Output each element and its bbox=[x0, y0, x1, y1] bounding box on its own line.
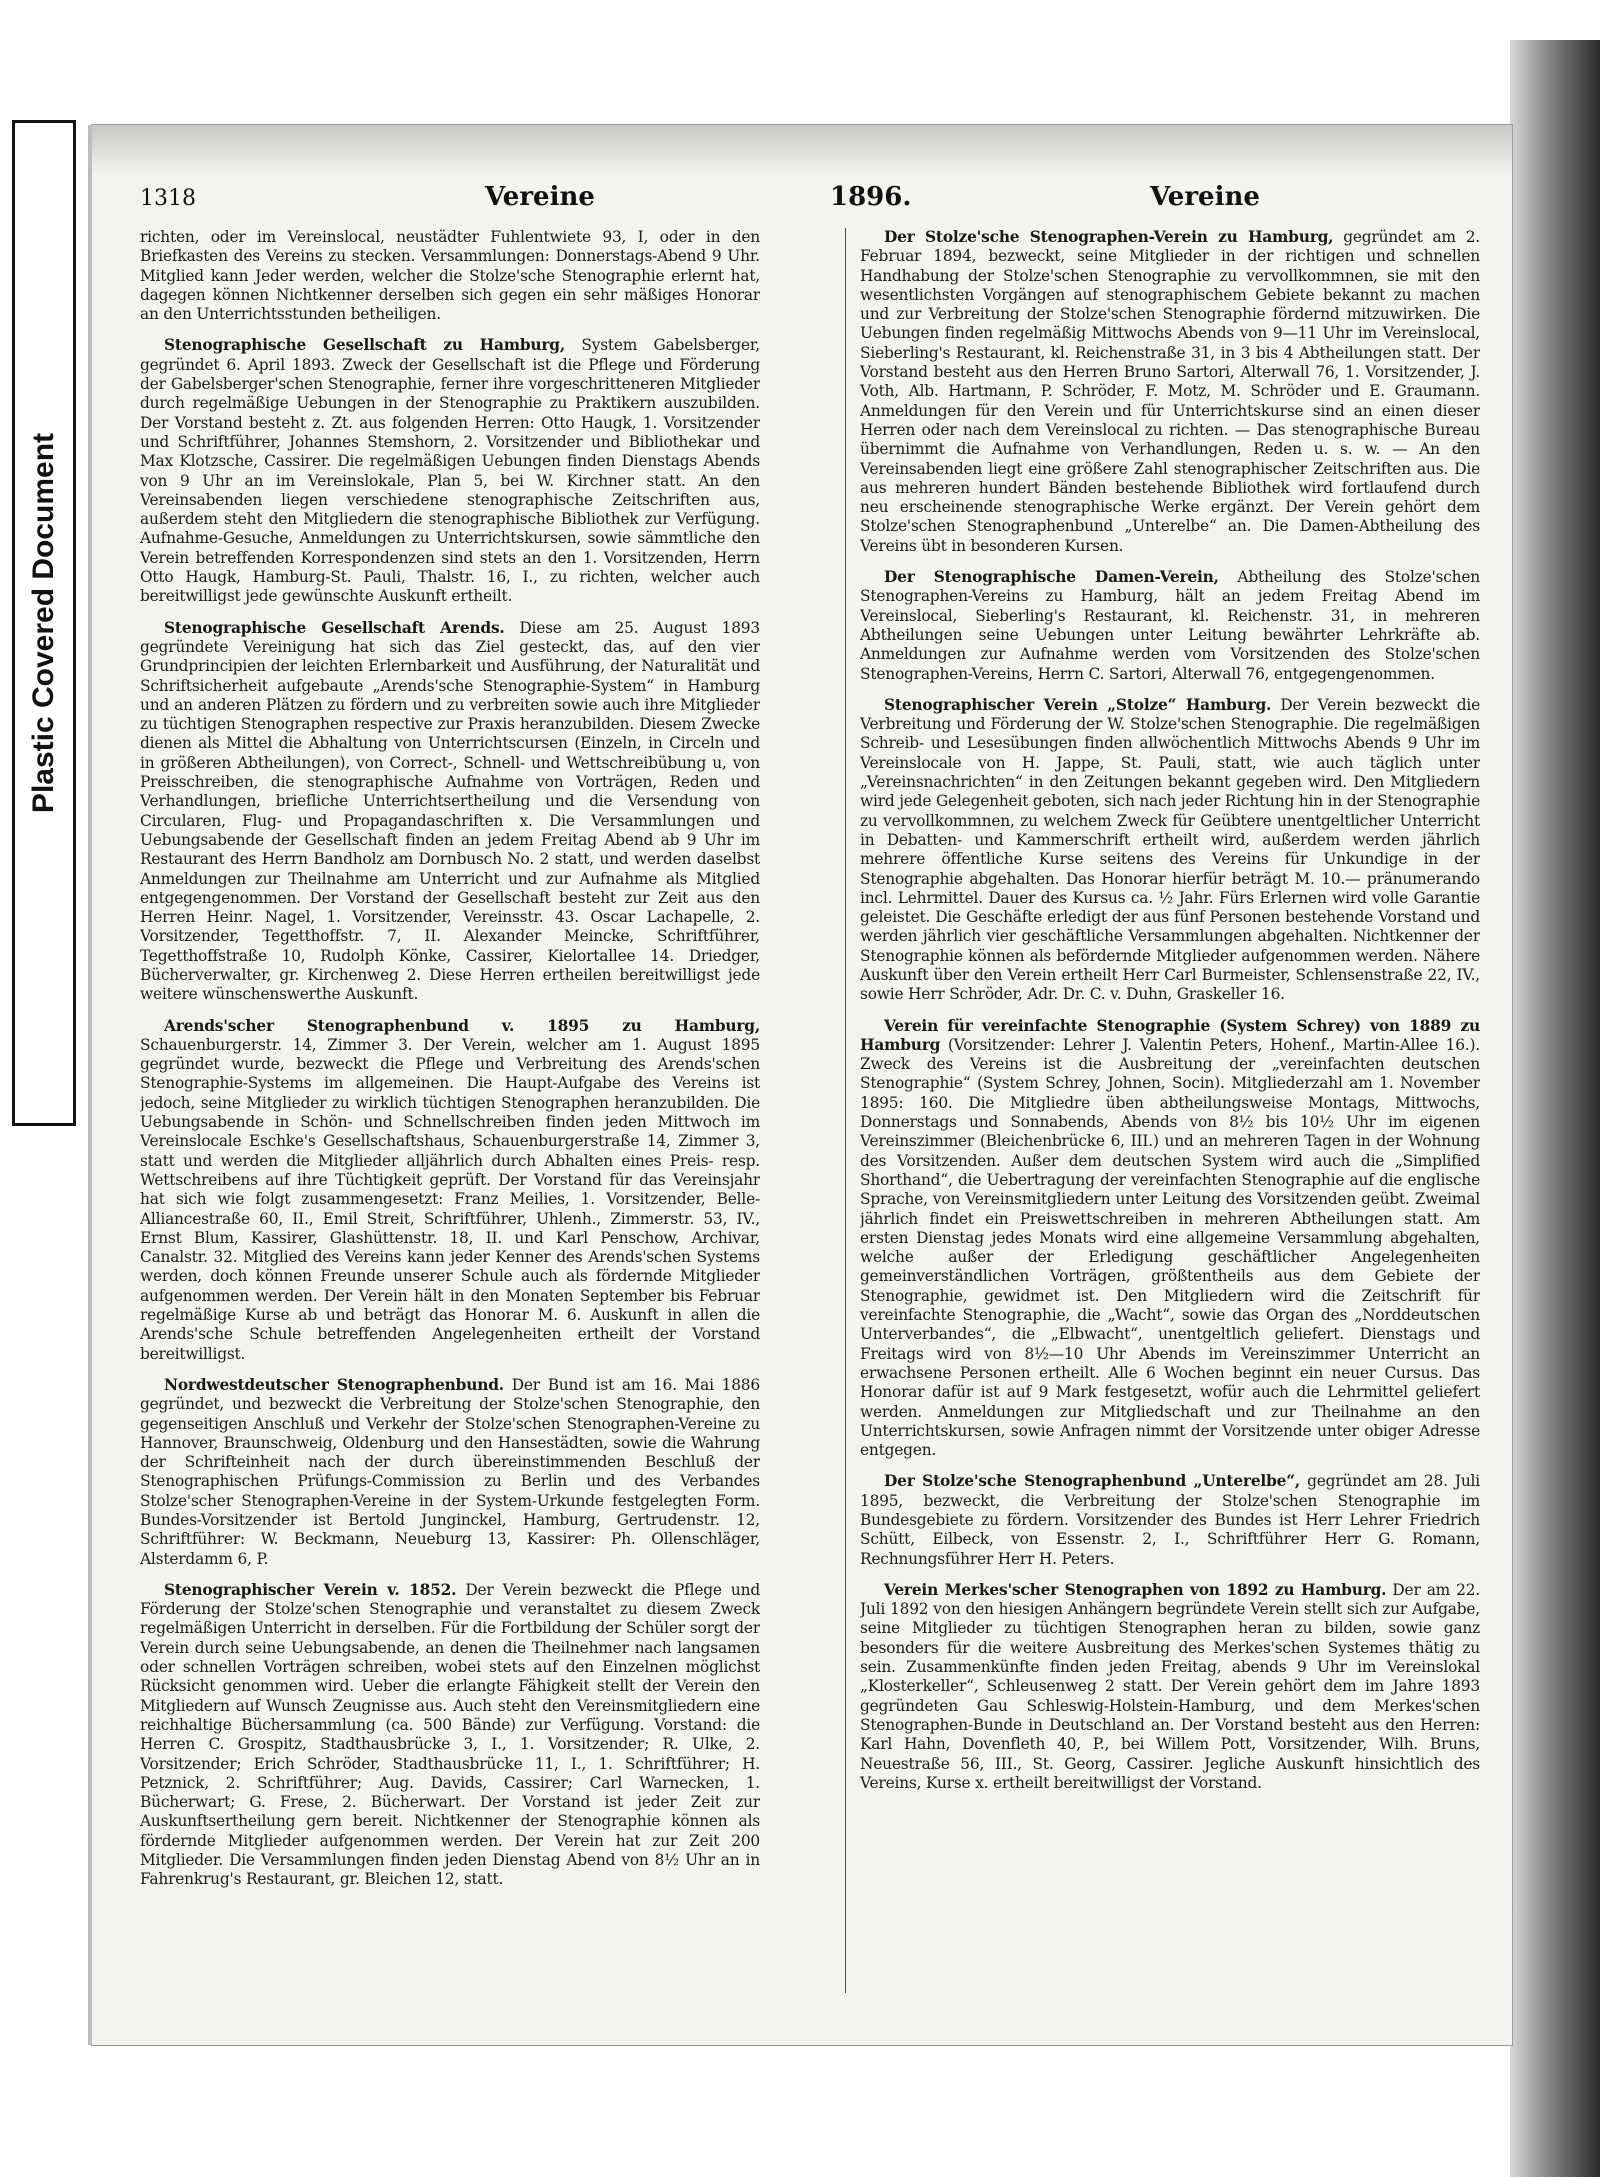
entry-heading: Nordwestdeutscher Stenographenbund. bbox=[164, 1375, 504, 1394]
plastic-covered-label-text: Plastic Covered Document bbox=[27, 432, 60, 814]
right-column bbox=[860, 228, 1480, 2028]
plastic-covered-label bbox=[12, 120, 76, 1126]
entry bbox=[140, 336, 760, 606]
entry-heading: Arends'scher Stenographenbund v. 1895 zu Hamburg, bbox=[164, 1016, 760, 1035]
page-shadow bbox=[92, 125, 1512, 175]
book-edge bbox=[1510, 40, 1600, 2177]
left-column bbox=[140, 228, 760, 2028]
entry-body: Diese am 25. August 1893 gegründete Vereinigung hat sich das Ziel gesteckt, das, auf den vier Grundprincipien der leichten Erlernbarkeit und Ausführung, der Naturalität und Schriftsicherheit aufgebaute „Arends'sche Stenographie-System“ in Hamburg und an anderen Plätzen zu fördern und zu verbreiten sowie auch ihre Mitglieder zu tüchtigen Stenographen respective zur Praxis heranzubilden. Diesem Zwecke dienen als Mittel die Abhaltung von Unterrichtscursen (Einzeln, in Circeln und in größeren Abtheilungen), von Correct-, Schnell- und Wettschreibübung u, von Preisschreiben, die stenographische Aufnahme von Vorträgen, Reden und Verhandlungen, briefliche Unterrichtsertheilung und die Versendung von Circularen, Flug- und Propagandaschriften x. Die Versammlungen und Uebungsabende der Gesellschaft finden an jedem Freitag Abend ab 9 Uhr im Restaurant des Herrn Bandholz am Dornbusch No. 2 statt, und werden daselbst Anmeldungen zur Theilnahme am Unterricht und zur Aufnahme als Mitglied entgegengenommen. Der Vorstand der Gesellschaft besteht zur Zeit aus den Herren Heinr. Nagel, 1. Vorsitzender, Vereinsstr. 43. Oscar Lachapelle, 2. Vorsitzender, Tegetthoffstr. 7, II. Alexander Meincke, Schriftführer, Tegetthoffstraße 10, Rudolph Könke, Cassirer, Kielortallee 14. Driedger, Bücherverwalter, gr. Kirchenweg 2. Diese Herren ertheilen bereitwilligst jede weitere wünschenswerthe Auskunft. bbox=[140, 618, 760, 1004]
page-number: 1318 bbox=[140, 186, 196, 211]
entry bbox=[860, 1472, 1480, 1568]
entry-body: gegründet am 2. Februar 1894, bezweckt, seine Mitglieder in der richtigen und schnellen Handhabung der Stolze'schen Stenographie zu vervollkommnen, sie mit den wesentlichsten Vorgängen auf stenographischem Gebiete bekannt zu machen und zur Verbreitung der Stolze'schen Stenographie fördernd mitzuwirken. Die Uebungen finden regelmäßig Mittwochs Abends von 9—11 Uhr im Vereinslocal, Sieberling's Restaurant, kl. Reichenstraße 31, in 3 bis 4 Abtheilungen statt. Der Vorstand besteht aus den Herren Bruno Sartori, Alterwall 76, 1. Vorsitzender, J. Voth, Alb. Hartmann, P. Schröder, F. Motz, M. Schröder und E. Graumann. Anmeldungen für den Verein und für Unterrichtskurse sind an einen dieser Herren oder nach dem Vereinslocal zu richten. — Das stenographische Bureau übernimmt die Aufnahme von Verhandlungen, Reden u. s. w. — An den Vereinsabenden liegt eine größere Zahl stenographischer Zeitschriften aus. Die aus mehreren hundert Bänden bestehende Bibliothek wird fortlaufend durch neu erscheinende stenographische Werke ergänzt. Der Verein gehört dem Stolze'schen Stenographenbund „Unterelbe“ an. Die Damen-Abtheilung des Vereins übt in besonderen Kursen. bbox=[860, 228, 1480, 555]
entry bbox=[140, 228, 760, 324]
entry bbox=[860, 696, 1480, 1005]
entry-heading: Stenographische Gesellschaft Arends. bbox=[164, 618, 505, 637]
entry-heading: Der Stolze'sche Stenographen-Verein zu Hamburg, bbox=[884, 228, 1334, 246]
entry bbox=[860, 568, 1480, 684]
entry bbox=[140, 1376, 760, 1569]
entry-body: Der Verein bezweckt die Verbreitung und Förderung der W. Stolze'schen Stenographie. Die regelmäßigen Schreib- und Lesesübungen finden allwöchentlich Mittwochs Abends 9 Uhr im Vereinslocale von H. Jappe, St. Pauli, statt, wie auch täglich unter „Vereinsnachrichten“ in den Zeitungen bekannt gegeben wird. Den Mitgliedern wird jede Gelegenheit geboten, sich nach jeder Richtung hin in der Stenographie zu vervollkommnen, zu welchem Zweck für Geübtere unentgeltlicher Unterricht in Debatten- und Kammerschrift ertheilt wird, außerdem werden jährlich mehrere öffentliche Kurse seitens des Vereins für Unkundige in der Stenographie abgehalten. Das Honorar hierfür beträgt M. 10.— pränumerando incl. Lehrmittel. Dauer des Kursus ca. ½ Jahr. Fürs Erlernen wird volle Garantie geleistet. Die Geschäfte erledigt der aus fünf Personen bestehende Vorstand und werden jährlich vier geschäftliche Versammlungen abgehalten. Nichtkenner der Stenographie können als befördernde Mitglieder aufgenommen werden. Nähere Auskunft über den Verein ertheilt Herr Carl Burmeister, Schlensenstraße 22, IV., sowie Herr Schröder, Adr. Dr. C. v. Duhn, Graskeller 16. bbox=[860, 695, 1480, 1004]
entry-body: Der am 22. Juli 1892 von den hiesigen Anhängern begründete Verein stellt sich zur Aufgabe, seine Mitglieder zu tüchtigen Stenographen heran zu bilden, sowie ganz besonders für die weitere Ausbreitung des Merkes'schen Systemes thätig zu sein. Zusammenkünfte finden jeden Freitag, abends 9 Uhr im Vereinslokal „Klosterkeller“, Schleusenweg 2 statt. Der Verein gehört dem im Jahre 1893 gegründeten Gau Schleswig-Holstein-Hamburg, und dem Merkes'schen Stenographen-Bunde in Deutschland an. Der Vorstand besteht aus den Herren: Karl Hahn, Dovenfleth 40, P., bei Willem Pott, Vorsitzender, Wilh. Bruns, Neuestraße 56, III., St. Georg, Cassirer. Jegliche Auskunft hinsichtlich des Vereins, Kurse x. ertheilt bereitwilligst der Vorstand. bbox=[860, 1580, 1480, 1792]
entry-body: Schauenburgerstr. 14, Zimmer 3. Der Verein, welcher am 1. August 1895 gegründet wurde, bezweckt die Pflege und Verbreitung des Arends'schen Stenographie-Systems im allgemeinen. Die Haupt-Aufgabe des Vereins ist jedoch, seine Mitglieder zu wirklich tüchtigen Stenographen heranzubilden. Die Uebungsabende in Schön- und Schnellschreiben finden jeden Mittwoch im Vereinslocale Eschke's Gesellschaftshaus, Schauenburgerstraße 14, Zimmer 3, statt und werden die Mitglieder alljährlich durch Abhalten eines Preis- resp. Wettschreibens auf ihre Tüchtigkeit geprüft. Der Vorstand für das Vereinsjahr hat sich wie folgt zusammengesetzt: Franz Meilies, 1. Vorsitzender, Belle-Alliancestraße 60, II., Emil Streit, Schriftführer, Uhlenh., Zimmerstr. 53, IV., Ernst Blum, Kassirer, Glashüttenstr. 18, II. und Karl Penschow, Archivar, Canalstr. 32. Mitglied des Vereins kann jeder Kenner des Arends'schen Systems werden, doch können Freunde unserer Schule auch als fördernde Mitglieder aufgenommen werden. Der Verein hält in den Monaten September bis Februar regelmäßige Kurse ab und beträgt das Honorar M. 6. Auskunft in allen die Arends'sche Schule betreffenden Angelegenheiten ertheilt der Vorstand bereitwilligst. bbox=[140, 1035, 760, 1363]
entry bbox=[140, 1581, 760, 1890]
entry-heading: Verein Merkes'scher Stenographen von 1892 zu Hamburg. bbox=[884, 1580, 1387, 1599]
entry-body: (Vorsitzender: Lehrer J. Valentin Peters, Hohenf., Martin-Allee 16.). Zweck des Vereins ist die Ausbreitung der „vereinfachten deutschen Stenographie“ (System Schrey, Johnen, Socin). Mitgliederzahl am 1. November 1895: 160. Die Mitgliedre üben abtheilungsweise Montags, Mittwochs, Donnerstags und Sonnabends, Abends von 8½ bis 10½ Uhr im eigenen Vereinszimmer (Bleichenbrücke 6, III.) und an mehreren Tagen in der Wohnung des Vorsitzenden. Außer dem deutschen System wird auch die „Simplified Shorthand“, die Uebertragung der vereinfachten Stenographie auf die englische Sprache, von Vereinsmitgliedern unter Leitung des Vorsitzenden geübt. Zweimal jährlich findet ein Preiswettschreiben in mehreren Abtheilungen statt. Am ersten Dienstag jedes Monats wird eine allgemeine Versammlung abgehalten, welche außer der Erledigung geschäftlicher Angelegenheiten gemeinverständlichen Vorträgen, größtentheils aus dem Gebiete der Stenographie, gewidmet ist. Den Mitgliedern wird die Zeitschrift für vereinfachte Stenographie, die „Wacht“, sowie das Organ des „Norddeutschen Unterverbandes“, die „Elbwacht“, unentgeltlich geliefert. Dienstags und Freitags wird von 8½—10 Uhr Abends im Vereinszimmer Unterricht an erwachsene Personen ertheilt. Alle 6 Wochen beginnt ein neuer Cursus. Das Honorar dafür ist auf 9 Mark festgesetzt, wofür auch die Lehrmittel geliefert werden. Anmeldungen zur Mitgliedschaft und zur Theilnahme an den Unterrichtskursen, sowie Anfragen nimmt der Vorsitzende unter obiger Adresse entgegen. bbox=[860, 1035, 1480, 1460]
entry-body: Der Verein bezweckt die Pflege und Förderung der Stolze'schen Stenographie und veranstaltet zu diesem Zweck regelmäßigen Unterricht in derselben. Für die Fortbildung der Schüler sorgt der Verein durch seine Uebungsabende, an denen die Theilnehmer nach langsamen oder schnellen Vorträgen schreiben, wobei stets auf den Einzelnen möglichst Rücksicht genommen wird. Ueber die erlangte Fähigkeit stellt der Verein den Mitgliedern auf Wunsch Zeugnisse aus. Auch steht den Vereinsmitgliedern eine reichhaltige Büchersammlung (ca. 500 Bände) zur Verfügung. Vorstand: die Herren C. Grospitz, Stadthausbrücke 3, I., 1. Vorsitzender; R. Ulke, 2. Vorsitzender; Erich Schröder, Stadthausbrücke 11, I., 1. Schriftführer; H. Petznick, 2. Schriftführer; Aug. Davids, Cassirer; Carl Warnecken, 1. Bücherwart; G. Frese, 2. Bücherwart. Der Vorstand ist jeder Zeit zur Auskunftsertheilung gern bereit. Nichtkenner der Stenographie können als fördernde Mitglieder aufgenommen werden. Der Verein hat zur Zeit 200 Mitglieder. Die Versammlungen finden jeden Dienstag Abend von 8½ Uhr an in Fahrenkrug's Restaurant, gr. Bleichen 12, statt. bbox=[140, 1580, 760, 1889]
running-title-right: Vereine bbox=[1150, 182, 1260, 212]
entry-heading: Der Stolze'sche Stenographenbund „Unterelbe“, bbox=[884, 1472, 1301, 1491]
entry-body: Abtheilung des Stolze'schen Stenographen-Vereins zu Hamburg, hält an jedem Freitag Abend im Vereinslocal, Sieberling's Restaurant, kl. Reichenstr. 31, in mehreren Abtheilungen seine Uebungen unter Leitung bewährter Lehrkräfte ab. Anmeldungen zur Aufnahme werden vom Vorsitzenden des Stolze'schen Stenographen-Vereins, Herrn C. Sartori, Alterwall 76, entgegengenommen. bbox=[860, 568, 1480, 683]
page-header bbox=[140, 180, 1480, 220]
entry-body: gegründet am 28. Juli 1895, bezweckt, die Verbreitung der Stolze'schen Stenographie im Bundesgebiete zu fördern. Vorsitzender des Bundes ist Herr Lehrer Friedrich Schütt, Eilbeck, von Essenstr. 2, I., Schriftführer Herr G. Romann, Rechnungsführer Herr H. Peters. bbox=[860, 1472, 1480, 1568]
running-year: 1896. bbox=[830, 182, 912, 212]
running-title-left: Vereine bbox=[485, 182, 595, 212]
entry bbox=[860, 228, 1480, 556]
entry bbox=[140, 1017, 760, 1364]
entry-heading: Stenographischer Verein v. 1852. bbox=[164, 1580, 457, 1599]
entry-heading: Der Stenographische Damen-Verein, bbox=[884, 568, 1219, 587]
entry-body: System Gabelsberger, gegründet 6. April 1893. Zweck der Gesellschaft ist die Pflege und Förderung der Gabelsberger'schen Stenographie, ferner ihre vorgeschritteneren Mitglieder durch regelmäßige Uebungen in der Stenographie zu Praktikern auszubilden. Der Vorstand besteht z. Zt. aus folgenden Herren: Otto Haugk, 1. Vorsitzender und Schriftführer, Johannes Stemshorn, 2. Vorsitzender und Bibliothekar und Max Klotzsche, Cassirer. Die regelmäßigen Uebungen finden Dienstags Abends von 9 Uhr an im Vereinslokale, Plan 5, bei W. Kirchner statt. An den Vereinsabenden liegen verschiedene stenographische Zeitschriften aus, außerdem steht den Mitgliedern die stenographische Bibliothek zur Verfügung. Aufnahme-Gesuche, Anmeldungen zu Unterrichtskursen, sowie sämmtliche den Verein betreffenden Korrespondenzen sind stets an den 1. Vorsitzenden, Herrn Otto Haugk, Hamburg-St. Pauli, Thalstr. 16, I., zu richten, welcher auch bereitwilligst jede gewünschte Auskunft ertheilt. bbox=[140, 336, 760, 606]
entry-heading: Verein für vereinfachte Stenographie (System Schrey) von 1889 zu Hamburg bbox=[860, 1016, 1480, 1054]
entry bbox=[860, 1581, 1480, 1793]
entry-heading: Stenographischer Verein „Stolze“ Hamburg. bbox=[884, 695, 1272, 714]
entry bbox=[860, 1017, 1480, 1461]
entry-body: richten, oder im Vereinslocal, neustädter Fuhlentwiete 93, I, oder in den Briefkasten des Vereins zu stecken. Versammlungen: Donnerstags-Abend 9 Uhr. Mitglied kann Jeder werden, welcher die Stolze'sche Stenographie erlernt hat, dagegen können Nichtkenner derselben sich gegen ein sehr mäßiges Honorar an den Unterrichtsstunden betheiligen. bbox=[140, 228, 760, 324]
entry-body: Der Bund ist am 16. Mai 1886 gegründet, und bezweckt die Verbreitung der Stolze'schen Stenographie, den gegenseitigen Anschluß und Verkehr der Stolze'schen Stenographen-Vereine zu Hannover, Braunschweig, Oldenburg und den Hansestädten, sowie die Wahrung der Schrifteinheit nach der durch übereinstimmenden Beschluß der Stenographischen Prüfungs-Commission zu Berlin und des Verbandes Stolze'scher Stenographen-Vereine in der System-Urkunde festgelegten Form. Bundes-Vorsitzender ist Bertold Junginckel, Hamburg, Gertrudenstr. 12, Schriftführer: W. Beckmann, Neueburg 13, Kassirer: Ph. Ollenschläger, Alsterdamm 6, P. bbox=[140, 1375, 760, 1568]
entry bbox=[140, 619, 760, 1005]
column-divider bbox=[845, 228, 846, 1993]
entry-heading: Stenographische Gesellschaft zu Hamburg, bbox=[164, 336, 566, 355]
